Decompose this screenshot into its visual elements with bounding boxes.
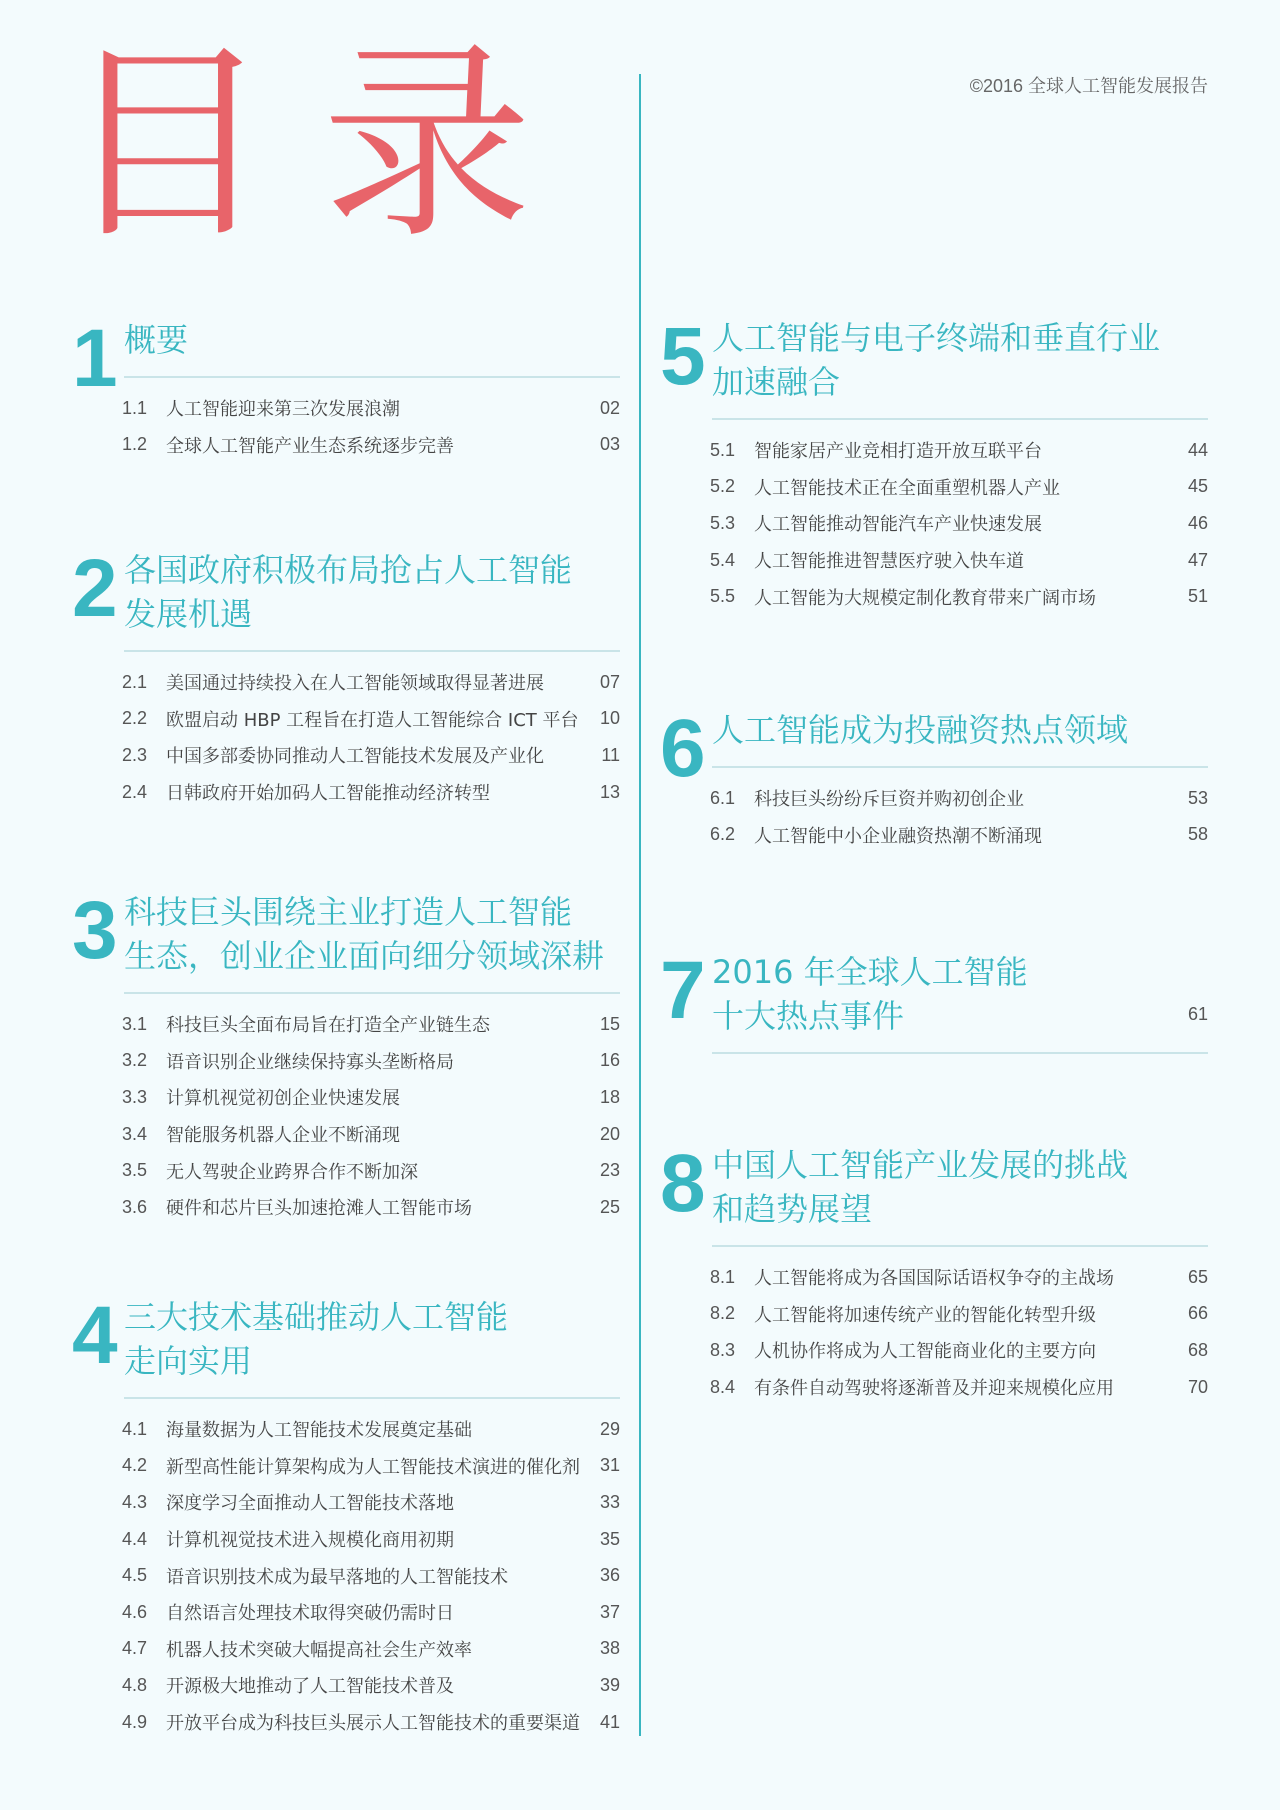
section-entries [122,1006,620,1226]
entry-page-number: 36 [599,1565,620,1586]
entry-number: 5.3 [710,512,736,533]
toc-entry[interactable] [710,817,1208,854]
section-number: 6 [660,703,706,794]
entry-title: 计算机视觉技术进入规模化商用初期 [166,1530,454,1552]
entry-number: 5.4 [710,549,736,570]
toc-entry[interactable] [122,1006,620,1043]
section-heading [660,1138,1208,1231]
entry-number: 4.7 [122,1638,148,1659]
entry-page-number: 38 [599,1638,620,1659]
entry-page-number: 11 [601,744,620,765]
entry-title: 机器人技术突破大幅提高社会生产效率 [166,1639,472,1661]
entry-page-number: 16 [599,1050,620,1071]
entry-number: 8.4 [710,1376,736,1397]
toc-entry[interactable] [122,701,620,738]
toc-entry[interactable] [710,1259,1208,1296]
section-rule [712,1052,1208,1054]
entry-number: 8.3 [710,1339,736,1360]
section-rule [712,1245,1208,1247]
entry-page-number: 51 [1187,586,1208,607]
entry-number: 8.2 [710,1303,736,1324]
page-title: 目录 [62,22,583,267]
entry-number: 3.5 [122,1160,148,1181]
toc-entry[interactable] [122,1189,620,1226]
entry-title: 智能家居产业竞相打造开放互联平台 [754,441,1042,463]
section-number: 3 [72,885,118,976]
section-title: 科技巨头围绕主业打造人工智能 生态，创业企业面向细分领域深耕 [124,893,605,975]
entry-title: 无人驾驶企业跨界合作不断加深 [166,1161,418,1183]
section-entries [122,664,620,810]
entry-page-number: 25 [599,1196,620,1217]
entry-title: 人工智能中小企业融资热潮不断涌现 [754,825,1042,847]
entry-number: 5.5 [710,586,736,607]
entry-title: 硬件和芯片巨头加速抢滩人工智能市场 [166,1198,472,1220]
entry-number: 2.2 [122,708,148,729]
entry-title: 自然语言处理技术取得突破仍需时日 [166,1603,454,1625]
entry-number: 4.5 [122,1565,148,1586]
section-heading [660,311,1208,404]
entry-title: 有条件自动驾驶将逐渐普及并迎来规模化应用 [754,1378,1114,1400]
entry-page-number: 53 [1187,787,1208,808]
toc-section-8 [660,1138,1208,1405]
entry-title: 人工智能推动智能汽车产业快速发展 [754,514,1042,536]
section-number: 2 [72,543,118,634]
toc-entry[interactable] [122,1631,620,1668]
entry-title: 语音识别技术成为最早落地的人工智能技术 [166,1566,508,1588]
entry-page-number: 35 [599,1528,620,1549]
section-title: 人工智能与电子终端和垂直行业 加速融合 [712,319,1161,401]
toc-entry[interactable] [710,542,1208,579]
entry-number: 1.1 [122,397,148,418]
entry-title: 科技巨头纷纷斥巨资并购初创企业 [754,789,1024,811]
section-entries [122,390,620,463]
section-title: 2016 年全球人工智能 十大热点事件 [712,953,1028,1035]
section-entries [122,1411,620,1740]
toc-section-1 [72,313,620,463]
entry-title: 新型高性能计算架构成为人工智能技术演进的催化剂 [166,1456,580,1478]
entry-title: 美国通过持续投入在人工智能领域取得显著进展 [166,673,544,695]
section-number: 1 [72,313,118,404]
entry-title: 人工智能技术正在全面重塑机器人产业 [754,477,1060,499]
toc-entry[interactable] [122,737,620,774]
copyright-note: ©2016 全球人工智能发展报告 [969,76,1208,96]
entry-page-number: 44 [1187,439,1208,460]
entry-page-number: 02 [599,397,620,418]
toc-entry[interactable] [710,780,1208,817]
entry-number: 6.2 [710,824,736,845]
entry-page-number: 03 [599,434,620,455]
entry-title: 中国多部委协同推动人工智能技术发展及产业化 [166,746,544,768]
section-heading [660,945,1208,1038]
entry-number: 5.1 [710,439,736,460]
toc-entry[interactable] [710,505,1208,542]
toc-entry[interactable] [122,1411,620,1448]
entry-page-number: 46 [1187,512,1208,533]
toc-entry[interactable] [710,1332,1208,1369]
section-number: 7 [660,945,706,1036]
entry-number: 3.1 [122,1013,148,1034]
entry-number: 4.1 [122,1418,148,1439]
entry-number: 2.3 [122,744,148,765]
toc-section-4 [72,1290,620,1740]
toc-section-5 [660,311,1208,615]
entry-title: 人工智能将成为各国国际话语权争夺的主战场 [754,1268,1114,1290]
entry-number: 2.1 [122,671,148,692]
toc-entry[interactable] [122,1079,620,1116]
toc-section-2 [72,543,620,810]
toc-entry[interactable] [710,1296,1208,1333]
entry-number: 8.1 [710,1266,736,1287]
toc-entry[interactable] [122,390,620,427]
section-number: 4 [72,1290,118,1381]
toc-entry[interactable] [122,1667,620,1704]
entry-number: 3.4 [122,1123,148,1144]
entry-page-number: 45 [1187,476,1208,497]
toc-entry[interactable] [122,1594,620,1631]
toc-entry[interactable] [122,1043,620,1080]
toc-entry[interactable] [122,1557,620,1594]
entry-page-number: 65 [1187,1266,1208,1287]
toc-entry[interactable] [710,432,1208,469]
entry-number: 5.2 [710,476,736,497]
entry-page-number: 66 [1187,1303,1208,1324]
section-page-number: 61 [1187,1004,1208,1024]
section-title: 中国人工智能产业发展的挑战 和趋势展望 [712,1146,1129,1228]
section-number: 5 [660,311,706,402]
entry-number: 3.3 [122,1086,148,1107]
entry-page-number: 39 [599,1674,620,1695]
entry-title: 人工智能迎来第三次发展浪潮 [166,399,400,421]
toc-entry[interactable] [122,1521,620,1558]
entry-number: 4.4 [122,1528,148,1549]
entry-page-number: 10 [599,708,620,729]
column-divider [639,74,641,1736]
toc-entry[interactable] [710,469,1208,506]
toc-entry[interactable] [122,1448,620,1485]
toc-entry[interactable] [122,427,620,464]
section-rule [124,650,620,652]
entry-title: 日韩政府开始加码人工智能推动经济转型 [166,783,490,805]
toc-section-7 [660,945,1208,1054]
entry-page-number: 29 [599,1418,620,1439]
toc-section-6 [660,703,1208,853]
entry-title: 人机协作将成为人工智能商业化的主要方向 [754,1341,1096,1363]
entry-title: 科技巨头全面布局旨在打造全产业链生态 [166,1015,490,1037]
entry-page-number: 07 [599,671,620,692]
section-rule [712,766,1208,768]
entry-page-number: 13 [599,781,620,802]
toc-entry[interactable] [122,1152,620,1189]
entry-number: 2.4 [122,781,148,802]
entry-number: 4.2 [122,1455,148,1476]
toc-entry[interactable] [710,1369,1208,1406]
toc-section-3 [72,885,620,1226]
toc-entry[interactable] [122,774,620,811]
section-heading [72,313,620,404]
entry-page-number: 33 [599,1491,620,1512]
entry-number: 3.2 [122,1050,148,1071]
entry-page-number: 18 [599,1086,620,1107]
entry-title: 人工智能为大规模定制化教育带来广阔市场 [754,587,1096,609]
entry-title: 开源极大地推动了人工智能技术普及 [166,1676,454,1698]
entry-page-number: 68 [1187,1339,1208,1360]
entry-page-number: 47 [1187,549,1208,570]
entry-page-number: 41 [599,1711,620,1732]
section-heading [72,1290,620,1383]
entry-page-number: 23 [599,1160,620,1181]
section-heading [72,885,620,978]
entry-title: 全球人工智能产业生态系统逐步完善 [166,435,454,457]
entry-title: 智能服务机器人企业不断涌现 [166,1125,400,1147]
toc-entry[interactable] [122,1484,620,1521]
section-rule [124,1397,620,1399]
entry-number: 6.1 [710,787,736,808]
entry-title: 海量数据为人工智能技术发展奠定基础 [166,1420,472,1442]
section-title: 人工智能成为投融资热点领域 [712,711,1129,749]
section-number: 8 [660,1138,706,1229]
entry-number: 4.3 [122,1491,148,1512]
section-heading [660,703,1208,794]
entry-number: 1.2 [122,434,148,455]
entry-page-number: 20 [599,1123,620,1144]
entry-title: 欧盟启动 HBP 工程旨在打造人工智能综合 ICT 平台 [166,709,579,731]
section-title: 三大技术基础推动人工智能 走向实用 [124,1298,509,1380]
entry-page-number: 15 [599,1013,620,1034]
section-rule [124,376,620,378]
section-title: 概要 [124,321,189,359]
section-entries [710,432,1208,615]
toc-entry[interactable] [710,578,1208,615]
toc-entry[interactable] [122,1704,620,1741]
entry-title: 深度学习全面推动人工智能技术落地 [166,1493,454,1515]
entry-page-number: 58 [1187,824,1208,845]
entry-title: 人工智能将加速传统产业的智能化转型升级 [754,1304,1096,1326]
section-rule [712,418,1208,420]
entry-page-number: 70 [1187,1376,1208,1397]
entry-title: 开放平台成为科技巨头展示人工智能技术的重要渠道 [166,1713,580,1735]
toc-entry[interactable] [122,664,620,701]
section-rule [124,992,620,994]
entry-number: 3.6 [122,1196,148,1217]
toc-entry[interactable] [122,1116,620,1153]
section-heading [72,543,620,636]
entry-number: 4.6 [122,1601,148,1622]
section-entries [710,780,1208,853]
section-title: 各国政府积极布局抢占人工智能 发展机遇 [124,551,573,633]
entry-title: 语音识别企业继续保持寡头垄断格局 [166,1051,454,1073]
entry-title: 计算机视觉初创企业快速发展 [166,1088,400,1110]
section-entries [710,1259,1208,1405]
entry-page-number: 31 [599,1455,620,1476]
entry-title: 人工智能推进智慧医疗驶入快车道 [754,551,1024,573]
entry-page-number: 37 [599,1601,620,1622]
entry-number: 4.8 [122,1674,148,1695]
entry-number: 4.9 [122,1711,148,1732]
